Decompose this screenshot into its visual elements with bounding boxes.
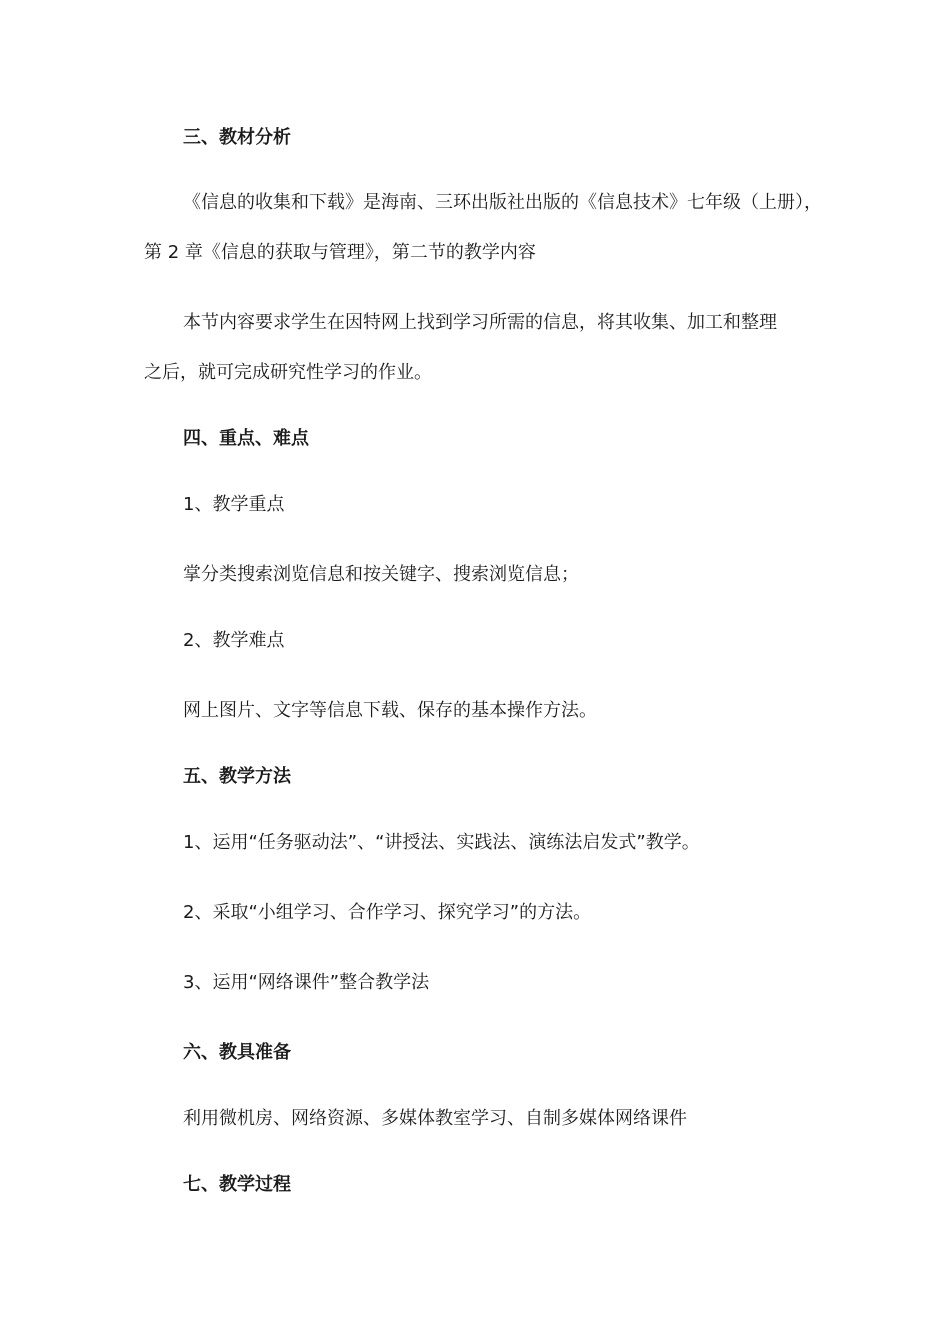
section-heading-teaching-process: 七、教学过程 <box>183 1174 291 1195</box>
subheading-teaching-focus: 1、教学重点 <box>183 494 285 515</box>
paragraph-line: 第 2 章《信息的获取与管理》，第二节的教学内容 <box>144 242 536 263</box>
section-heading-teaching-aids: 六、教具准备 <box>183 1042 291 1063</box>
paragraph-line: 《信息的收集和下载》是海南、三环出版社出版的《信息技术》七年级（上册）， <box>183 192 822 213</box>
paragraph-line: 利用微机房、网络资源、多媒体教室学习、自制多媒体网络课件 <box>183 1108 687 1129</box>
section-heading-key-points: 四、重点、难点 <box>183 428 309 449</box>
subheading-teaching-difficulty: 2、教学难点 <box>183 630 285 651</box>
section-heading-teaching-methods: 五、教学方法 <box>183 766 291 787</box>
list-item: 3、运用“网络课件”整合教学法 <box>183 972 430 993</box>
section-heading-textbook-analysis: 三、教材分析 <box>183 127 291 148</box>
paragraph-line: 网上图片、文字等信息下载、保存的基本操作方法。 <box>183 700 597 721</box>
paragraph-line: 之后，就可完成研究性学习的作业。 <box>144 362 432 383</box>
list-item: 1、运用“任务驱动法”、“讲授法、实践法、演练法启发式”教学。 <box>183 832 700 853</box>
paragraph-line: 本节内容要求学生在因特网上找到学习所需的信息，将其收集、加工和整理 <box>183 312 777 333</box>
list-item: 2、采取“小组学习、合作学习、探究学习”的方法。 <box>183 902 592 923</box>
paragraph-line: 掌分类搜索浏览信息和按关键字、搜索浏览信息； <box>183 564 579 585</box>
